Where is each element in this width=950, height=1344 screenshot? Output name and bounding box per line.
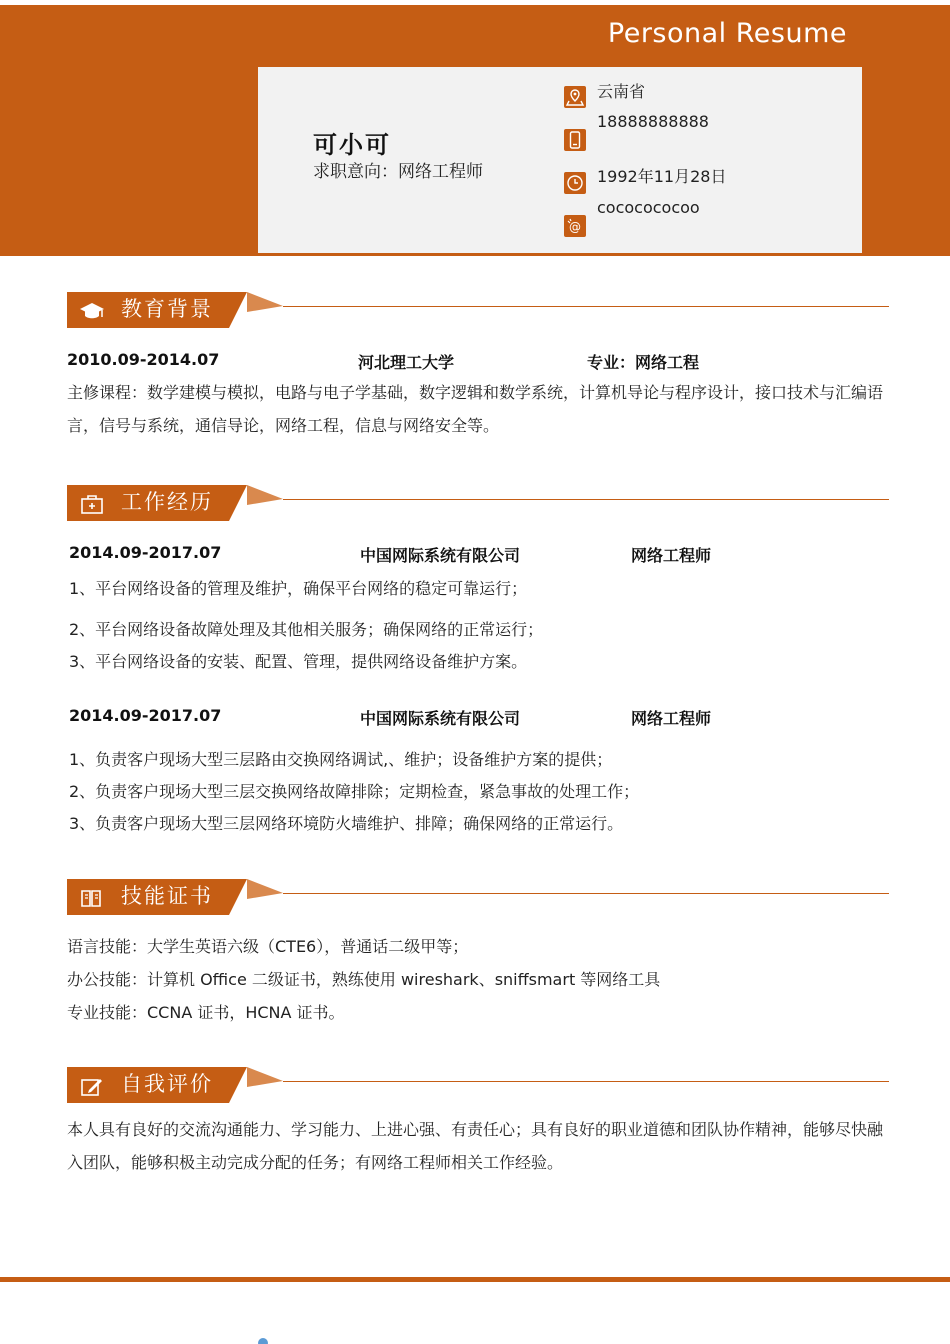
job-2-period: 2014.09-2017.07 — [69, 706, 222, 725]
job-2-duty: 1、负责客户现场大型三层路由交换网络调试,、维护；设备维护方案的提供； — [69, 750, 613, 769]
section-work-header — [67, 485, 889, 525]
job-2-company: 中国网际系统有限公司 — [360, 709, 521, 728]
briefcase-icon — [79, 492, 105, 516]
section-work-title: 工作经历 — [121, 490, 213, 514]
contact-email: cococococoo — [597, 198, 700, 217]
contact-birthday: 1992年11月28日 — [597, 167, 727, 186]
blue-dot-marker — [258, 1338, 268, 1344]
education-school: 河北理工大学 — [358, 353, 455, 372]
job-intent: 求职意向：网络工程师 — [313, 162, 483, 182]
education-major: 专业：网络工程 — [587, 353, 700, 372]
section-skills-header — [67, 879, 889, 919]
contact-location: 云南省 — [597, 82, 646, 101]
section-evaluation-header — [67, 1067, 889, 1107]
section-education-title: 教育背景 — [121, 297, 213, 321]
education-courses: 主修课程：数学建模与模拟，电路与电子学基础，数字逻辑和数学系统，计算机导论与程序设计，接口技术与汇编语言，信号与系统，通信导论，网络工程，信息与网络安全等。 — [67, 383, 884, 435]
job-2-role: 网络工程师 — [631, 709, 712, 728]
job-2-duty: 3、负责客户现场大型三层网络环境防火墙维护、排障；确保网络的正常运行。 — [69, 814, 624, 833]
divider-line — [283, 499, 889, 500]
phone-icon — [564, 129, 586, 151]
skill-item: 办公技能：计算机 Office 二级证书，熟练使用 wireshark、sniffsmart 等网络工具 — [67, 970, 661, 989]
resume-title: Personal Resume — [607, 18, 847, 49]
job-2-duty: 2、负责客户现场大型三层交换网络故障排除；定期检查，紧急事故的处理工作； — [69, 782, 640, 801]
book-icon — [79, 886, 105, 910]
job-1-duty: 1、平台网络设备的管理及维护，确保平台网络的稳定可靠运行； — [69, 579, 528, 598]
skill-item: 语言技能：大学生英语六级（CTE6），普通话二级甲等； — [67, 937, 469, 956]
job-1-duty: 3、平台网络设备的安装、配置、管理，提供网络设备维护方案。 — [69, 652, 528, 671]
job-1-duty: 2、平台网络设备故障处理及其他相关服务；确保网络的正常运行； — [69, 620, 544, 639]
self-evaluation-text: 本人具有良好的交流沟通能力、学习能力、上进心强、有责任心；具有良好的职业道德和团队协作精神，能够尽快融入团队，能够积极主动完成分配的任务；有网络工程师相关工作经验。 — [67, 1120, 884, 1172]
email-icon — [564, 215, 586, 237]
section-education-header — [67, 292, 889, 332]
candidate-name: 可小可 — [313, 131, 391, 159]
graduation-cap-icon — [79, 299, 105, 323]
contact-phone: 18888888888 — [597, 112, 709, 131]
info-card — [258, 67, 862, 253]
section-evaluation-title: 自我评价 — [121, 1072, 213, 1096]
job-1-period: 2014.09-2017.07 — [69, 543, 222, 562]
divider-line — [283, 1081, 889, 1082]
location-icon — [564, 86, 586, 108]
clock-icon — [564, 172, 586, 194]
skill-item: 专业技能：CCNA 证书，HCNA 证书。 — [67, 1003, 345, 1022]
job-1-company: 中国网际系统有限公司 — [360, 546, 521, 565]
job-1-role: 网络工程师 — [631, 546, 712, 565]
section-skills-title: 技能证书 — [121, 884, 213, 908]
svg-text:@: @ — [569, 220, 581, 234]
pen-edit-icon — [79, 1074, 105, 1098]
footer-bar — [0, 1277, 950, 1282]
divider-line — [283, 306, 889, 307]
education-period: 2010.09-2014.07 — [67, 350, 220, 369]
divider-line — [283, 893, 889, 894]
